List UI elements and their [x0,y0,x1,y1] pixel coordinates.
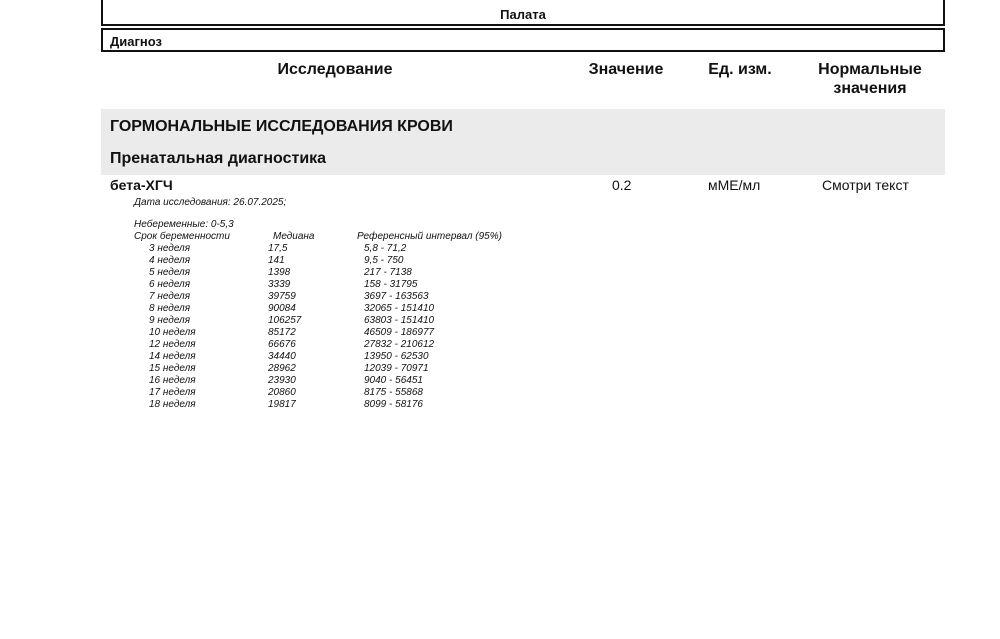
reference-term: 17 неделя [149,387,196,398]
reference-range: 46509 - 186977 [364,327,435,338]
column-header-normal: Нормальные значения [818,61,922,97]
test-date: Дата исследования: 26.07.2025; [134,197,287,208]
reference-range: 9040 - 56451 [364,375,423,386]
test-name: бета-ХГЧ [110,177,173,193]
reference-median: 106257 [268,315,302,326]
test-normal-values: Смотри текст [822,177,909,193]
reference-median: 85172 [268,327,296,338]
reference-median: 28962 [268,363,296,374]
reference-median: 39759 [268,291,296,302]
reference-range: 8099 - 58176 [364,399,423,410]
reference-term: 15 неделя [149,363,196,374]
reference-header-median: Медиана [273,231,315,242]
reference-range: 13950 - 62530 [364,351,429,362]
ward-label: Палата [500,7,546,22]
reference-term: 10 неделя [149,327,196,338]
column-header-unit: Ед. изм. [708,61,772,78]
reference-term: 5 неделя [149,267,191,278]
reference-median: 34440 [268,351,296,362]
reference-range: 27832 - 210612 [364,339,435,350]
reference-term: 6 неделя [149,279,191,290]
reference-range: 8175 - 55868 [364,387,423,398]
reference-header-term: Срок беременности [134,231,230,242]
reference-header-range: Референсный интервал (95%) [357,231,502,242]
reference-term: 8 неделя [149,303,191,314]
reference-range: 5,8 - 71,2 [364,243,407,254]
ward-box [101,0,945,26]
test-value: 0.2 [612,177,632,193]
column-header-study: Исследование [277,61,393,78]
section-band [101,109,945,141]
subsection-title: Пренатальная диагностика [110,150,327,167]
reference-term: 7 неделя [149,291,191,302]
section-title: ГОРМОНАЛЬНЫЕ ИССЛЕДОВАНИЯ КРОВИ [110,118,453,135]
diagnosis-label: Диагноз [110,34,162,49]
reference-range: 32065 - 151410 [364,303,435,314]
reference-median: 1398 [268,267,291,278]
reference-median: 141 [268,255,285,266]
reference-median: 19817 [268,399,296,410]
reference-term: 4 неделя [149,255,191,266]
reference-median: 66676 [268,339,296,350]
reference-term: 14 неделя [149,351,196,362]
reference-range: 158 - 31795 [364,279,418,290]
reference-term: 16 неделя [149,375,196,386]
reference-median: 17,5 [268,243,288,254]
reference-term: 9 неделя [149,315,191,326]
reference-range: 12039 - 70971 [364,363,429,374]
reference-term: 18 неделя [149,399,196,410]
reference-median: 90084 [268,303,296,314]
reference-range: 9,5 - 750 [364,255,404,266]
reference-range: 63803 - 151410 [364,315,435,326]
test-unit: мМЕ/мл [708,177,761,193]
reference-median: 20860 [268,387,296,398]
subsection-band [101,141,945,175]
reference-term: 3 неделя [149,243,191,254]
reference-median: 3339 [268,279,291,290]
diagnosis-box [101,28,945,52]
reference-term: 12 неделя [149,339,196,350]
column-header-value: Значение [588,61,664,78]
reference-median: 23930 [268,375,296,386]
reference-range: 3697 - 163563 [364,291,429,302]
non-pregnant-reference: Небеременные: 0-5,3 [134,219,234,230]
reference-range: 217 - 7138 [364,267,412,278]
